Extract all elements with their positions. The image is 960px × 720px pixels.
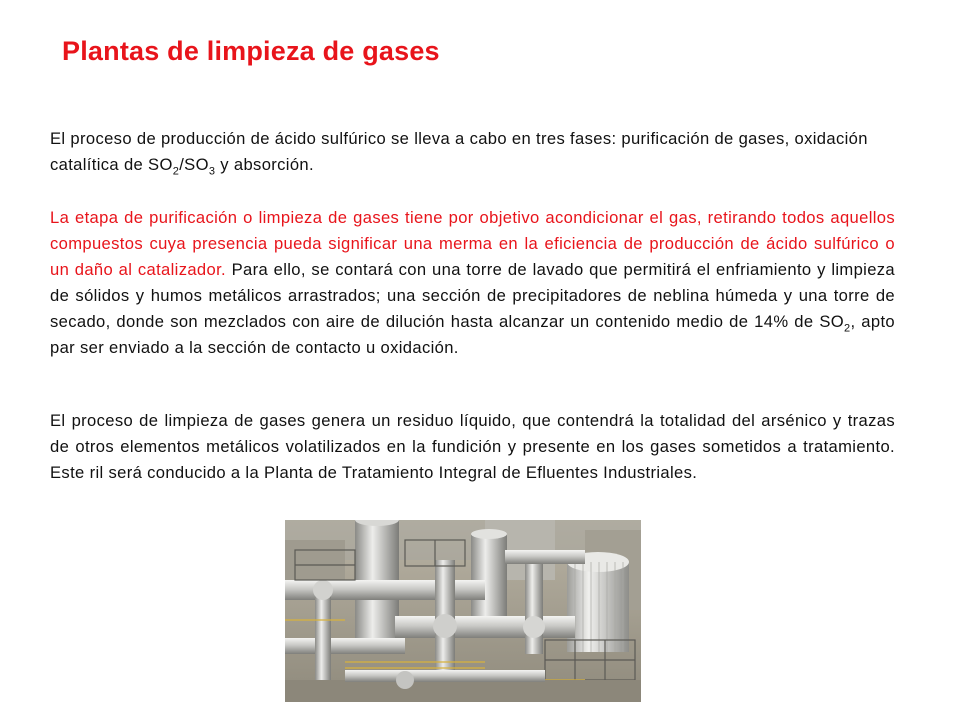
so2-subscript: 2 bbox=[844, 322, 851, 335]
intro-text-a: El proceso de producción de ácido sulfúrico se lleva a cabo en tres fases: purificación de gases, oxidación catalítica de SO bbox=[50, 129, 868, 174]
intro-text-b: /SO bbox=[179, 155, 209, 174]
purification-highlight-text: La etapa de purificación o limpieza de gases tiene por objetivo acondicionar el gas, retirando todos aquellos compuestos cuya presencia pueda significar una merma en la eficiencia de producción de ácido sulfúrico o un daño al catalizador. bbox=[50, 208, 895, 279]
purification-text-a: Para ello, se contará con una torre de lavado que permitirá el enfriamiento y limpieza de sólidos y humos metálicos arrastrados; una sección de precipitadores de neblina húmeda y una torre de secado, donde son mezclados con aire de dilución hasta alcanzar un contenido medio de 14% de SO bbox=[50, 260, 895, 331]
so3-subscript: 3 bbox=[208, 165, 216, 178]
slide-title: Plantas de limpieza de gases bbox=[62, 36, 440, 66]
intro-paragraph bbox=[50, 126, 895, 178]
intro-text-c: y absorción. bbox=[215, 155, 314, 174]
purification-text-b: , apto par ser enviado a la sección de contacto u oxidación. bbox=[50, 312, 896, 357]
so2-subscript: 2 bbox=[172, 165, 180, 178]
gas-cleaning-plant-photo bbox=[285, 520, 641, 702]
purification-paragraph bbox=[50, 205, 895, 361]
residue-paragraph: El proceso de limpieza de gases genera un residuo líquido, que contendrá la totalidad del arsénico y trazas de otros elementos metálicos volatilizados en la fundición y presente en los gases sometidos a tratamiento. Este ril será conducido a la Planta de Tratamiento Integral de Efluentes Industriales. bbox=[50, 411, 895, 482]
